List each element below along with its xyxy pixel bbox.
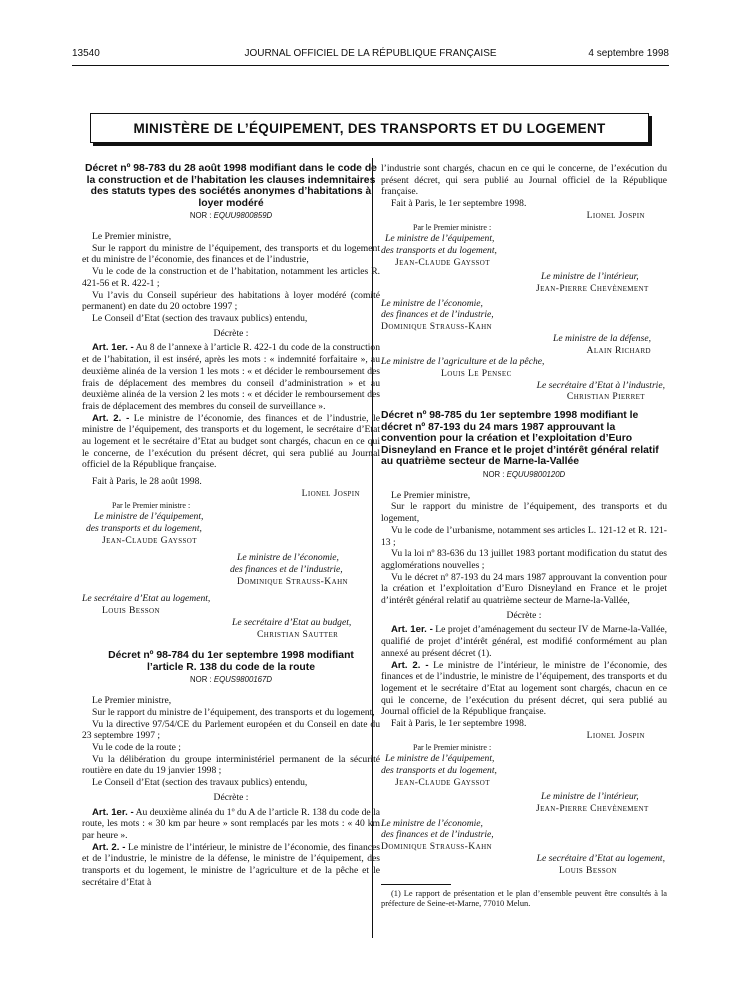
decrete-heading: Décrète : bbox=[213, 791, 249, 803]
decree-title: Décret nº 98-783 du 28 août 1998 modifiant dans le code de la construction et de l’habitation les clauses indemnitaires des statuts types des sociétés anonymes d’habitations à loyer modéré bbox=[85, 163, 377, 209]
journal-title: JOURNAL OFFICIEL DE LA RÉPUBLIQUE FRANÇAISE bbox=[244, 48, 497, 59]
article-2: Art. 2. - Le ministre de l’intérieur, le ministre de l’économie, des finances et de l’industrie, le ministre de l’équipement, des transports et du logement et le secrétaire d’Etat au logement sont chargés, chacun en ce qui le concerne, de l’exécution du présent décret, qui sera publié au Journal officiel de la République française. bbox=[381, 659, 667, 718]
signatory-title: Le ministre de l’équipement, bbox=[385, 233, 495, 245]
signatory-name: Christian Pierret bbox=[566, 391, 645, 403]
paragraph: Sur le rapport du ministre de l’équipement, des transports et du logement et du ministre de l’économie, des finances et de l’industrie, bbox=[82, 242, 380, 266]
paragraph: Vu la délibération du groupe interministériel permanent de la sécurité routière en date du 19 janvier 1998 ; bbox=[82, 753, 380, 777]
decree-title: Décret nº 98-784 du 1er septembre 1998 modifiant l’article R. 138 du code de la route bbox=[108, 650, 354, 673]
signatory-title: Le ministre de la défense, bbox=[553, 332, 651, 344]
signatory-title: Le ministre de l’équipement, bbox=[385, 753, 495, 765]
paragraph: Vu le code de la construction et de l’habitation, notamment les articles R. 421-56 et R. 422-1 ; bbox=[82, 266, 380, 289]
signatory-name: Dominique Strauss-Kahn bbox=[381, 841, 492, 853]
footnote: (1) Le rapport de présentation et le plan d’ensemble peuvent être consultés à la préfecture de Seine-et-Marne, 77010 Melun. bbox=[381, 889, 667, 909]
signatory-name: Louis Besson bbox=[559, 864, 617, 876]
signatory-title: Le ministre de l’économie, bbox=[237, 552, 339, 564]
signatory-name: Louis Le Pensec bbox=[441, 367, 512, 379]
signatory-title: Le ministre de l’économie, bbox=[381, 817, 483, 829]
paragraph: Vu le code de l’urbanisme, notamment ses articles L. 121-12 et R. 121-13 ; bbox=[381, 524, 667, 548]
article-1: Art. 1er. - Le projet d’aménagement du secteur IV de Marne-la-Vallée, qualifié de projet d’intérêt général, est modifié conformément au plan annexé au présent décret (1). bbox=[381, 624, 667, 659]
paragraph: Le Premier ministre, bbox=[92, 231, 172, 243]
running-header bbox=[72, 48, 669, 62]
paragraph: Le Premier ministre, bbox=[391, 489, 471, 501]
signatory-title: Le ministre de l’intérieur, bbox=[541, 791, 639, 803]
signatory-title: des transports et du logement, bbox=[381, 764, 497, 776]
ministry-banner bbox=[90, 113, 649, 143]
signature-line: Par le Premier ministre : bbox=[413, 222, 492, 232]
nor-reference: NOR : EQUU9800120D bbox=[482, 470, 566, 480]
signatory-name: Lionel Jospin bbox=[586, 209, 645, 221]
signatory-title: des finances et de l’industrie, bbox=[381, 309, 494, 321]
signatory-title: Le ministre de l’intérieur, bbox=[541, 271, 639, 283]
decrete-heading: Décrète : bbox=[213, 327, 249, 339]
paragraph-continued: l’industrie sont chargés, chacun en ce qui le concerne, de l’exécution du présent décret, qui sera publié au Journal officiel de la République française. bbox=[381, 163, 667, 198]
signatory-name: Louis Besson bbox=[102, 605, 160, 617]
signatory-title: Le secrétaire d’Etat à l’industrie, bbox=[536, 379, 665, 391]
signatory-name: Jean-Pierre Chevènement bbox=[536, 803, 649, 815]
header-rule bbox=[72, 65, 669, 66]
signatory-title: Le ministre de l’agriculture et de la pêche, bbox=[381, 356, 545, 368]
page-number: 13540 bbox=[72, 48, 100, 59]
signatures bbox=[381, 730, 667, 876]
signature-line: Par le Premier ministre : bbox=[112, 500, 191, 510]
article-1: Art. 1er. - Au deuxième alinéa du 1º du A de l’article R. 138 du code de la route, les mots : « 30 km par heure » sont remplacés par les mots : « 40 km par heure ». bbox=[82, 806, 381, 841]
signatory-title: des transports et du logement, bbox=[86, 522, 202, 534]
paragraph: Vu la directive 97/54/CE du Parlement européen et du Conseil en date du 23 septembre 1997 ; bbox=[82, 718, 380, 742]
footnote-rule bbox=[381, 884, 451, 885]
signatory-title: Le secrétaire d’Etat au logement, bbox=[82, 593, 211, 605]
signatory-title: des finances et de l’industrie, bbox=[381, 829, 494, 841]
signatory-name: Jean-Pierre Chevènement bbox=[536, 283, 649, 295]
signatory-title: Le secrétaire d’Etat au budget, bbox=[232, 616, 352, 628]
paragraph: Le Premier ministre, bbox=[92, 695, 172, 707]
signature-date: Fait à Paris, le 1er septembre 1998. bbox=[391, 198, 527, 210]
signatory-title: Le ministre de l’économie, bbox=[381, 297, 483, 309]
signature-date: Fait à Paris, le 1er septembre 1998. bbox=[391, 718, 527, 730]
issue-date: 4 septembre 1998 bbox=[588, 48, 669, 59]
article-2: Art. 2. - Le ministre de l’intérieur, le ministre de l’économie, des finances et de l’industrie, le ministre de la défense, le ministre de l’équipement, des transports et du logement, le ministre de l’agriculture et de la pêche et le secrétaire d’Etat à bbox=[82, 841, 380, 888]
signatures bbox=[381, 210, 667, 403]
signatory-title: Le secrétaire d’Etat au logement, bbox=[536, 852, 665, 864]
nor-reference: NOR : EQUU9800859D bbox=[189, 211, 273, 221]
signature-date: Fait à Paris, le 28 août 1998. bbox=[92, 476, 202, 488]
paragraph: Sur le rapport du ministre de l’équipement, des transports et du logement, bbox=[92, 706, 375, 718]
signatory-name: Alain Richard bbox=[586, 344, 651, 356]
paragraph: Vu la loi nº 83-636 du 13 juillet 1983 portant modification du statut des agglomérations nouvelles ; bbox=[381, 548, 667, 571]
decree-title: Décret nº 98-785 du 1er septembre 1998 modifiant le décret nº 87-193 du 24 mars 1987 approuvant la convention pour la création et l’exploitation d’Euro Disneyland en France et le projet d’intérêt général relatif au quatrième secteur de Marne-la-Vallée bbox=[381, 410, 659, 468]
signature-line: Par le Premier ministre : bbox=[413, 742, 492, 752]
signatory-title: Le ministre de l’équipement, bbox=[94, 511, 204, 523]
signatory-name: Dominique Strauss-Kahn bbox=[381, 321, 492, 333]
signatory-name: Jean-Claude Gayssot bbox=[395, 256, 490, 268]
article-2: Art. 2. - Le ministre de l’économie, des finances et de l’industrie, le ministre de l’équipement, des transports et du logement, le secrétaire d’Etat au logement et le secrétaire d’Etat au budget sont chargés, chacun en ce qui le concerne, de l’exécution du présent décret, qui sera publié au Journal officiel de la République française. bbox=[82, 412, 380, 471]
signatory-name: Jean-Claude Gayssot bbox=[102, 534, 197, 546]
right-column bbox=[381, 163, 667, 909]
signatory-title: des finances et de l’industrie, bbox=[230, 564, 343, 576]
decrete-heading: Décrète : bbox=[506, 609, 542, 621]
signatory-name: Christian Sautter bbox=[257, 628, 339, 640]
signatory-name: Jean-Claude Gayssot bbox=[395, 776, 490, 788]
paragraph: Sur le rapport du ministre de l’équipement, des transports et du logement, bbox=[381, 501, 667, 525]
paragraph: Vu le décret nº 87-193 du 24 mars 1987 approuvant la convention pour la création et l’exploitation d’Euro Disneyland en France et le projet d’intérêt général relatif au quatrième secteur de Marne-la-Vallée, bbox=[381, 571, 667, 607]
signatory-name: Dominique Strauss-Kahn bbox=[237, 575, 348, 587]
signatures bbox=[82, 488, 380, 640]
paragraph: Le Conseil d’Etat (section des travaux publics) entendu, bbox=[92, 313, 308, 324]
signatory-name: Lionel Jospin bbox=[586, 729, 645, 741]
paragraph: Vu le code de la route ; bbox=[92, 741, 181, 753]
ministry-title: MINISTÈRE DE L’ÉQUIPEMENT, DES TRANSPORTS ET DU LOGEMENT bbox=[133, 120, 606, 136]
signatory-name: Lionel Jospin bbox=[301, 487, 360, 499]
signatory-title: des transports et du logement, bbox=[381, 244, 497, 256]
left-column bbox=[82, 163, 380, 888]
paragraph: Vu l’avis du Conseil supérieur des habitations à loyer modéré (comité permanent) en date du 20 octobre 1997 ; bbox=[82, 289, 380, 313]
article-1: Art. 1er. - Au 8 de l’annexe à l’article R. 422-1 du code de la construction et de l’habitation, il est inséré, après les mots : « indemnité forfaitaire », au deuxième alinéa de la version 1 les mots : « et décider le remboursement des frais de déplacement des membres du conseil d’administration » et au deuxième alinéa de la version 2 les mots : « et décider le remboursement des frais de déplacement des membres du conseil de surveillance ». bbox=[82, 342, 380, 412]
paragraph: Le Conseil d’Etat (section des travaux publics) entendu, bbox=[92, 777, 308, 789]
nor-reference: NOR : EQUS9800167D bbox=[190, 675, 272, 685]
